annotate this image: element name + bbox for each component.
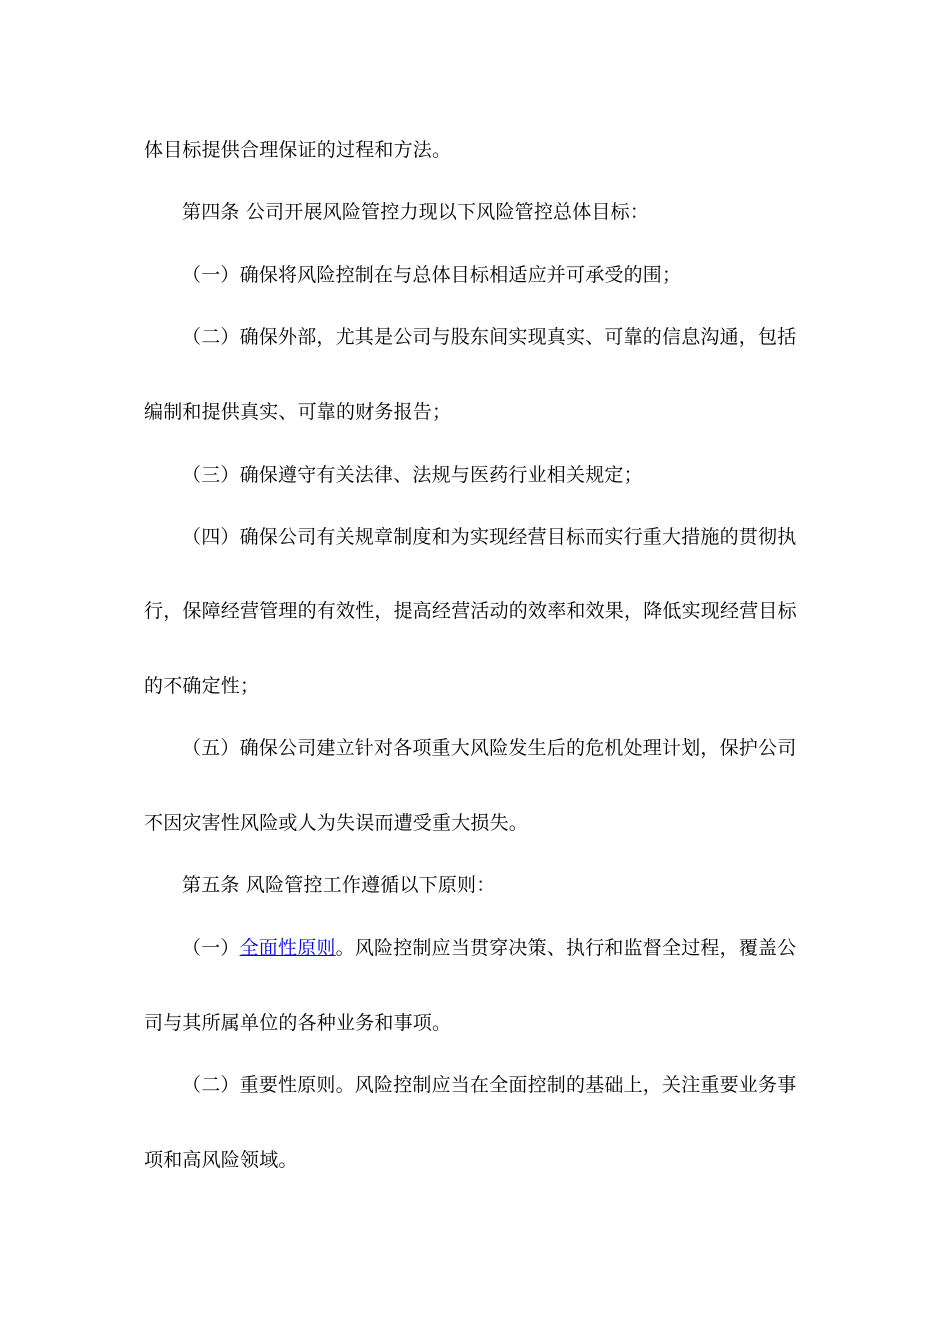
list-item: （二）重要性原则。风险控制应当在全面控制的基础上，关注重要业务事 xyxy=(182,1074,797,1096)
list-item: （三）确保遵守有关法律、法规与医药行业相关规定； xyxy=(182,464,643,486)
paragraph-line: 体目标提供合理保证的过程和方法。 xyxy=(144,139,452,161)
paragraph-line: 编制和提供真实、可靠的财务报告； xyxy=(144,401,452,423)
paragraph-line: 司与其所属单位的各种业务和事项。 xyxy=(144,1012,452,1034)
article-heading: 第四条 公司开展风险管控力现以下风险管控总体目标： xyxy=(182,201,650,223)
paragraph-line: 的不确定性； xyxy=(144,675,260,697)
list-item: （一）确保将风险控制在与总体目标相适应并可承受的围； xyxy=(182,264,682,286)
article-heading: 第五条 风险管控工作遵循以下原则： xyxy=(182,874,496,896)
paragraph-line: 行，保障经营管理的有效性，提高经营活动的效率和效果，降低实现经营目标 xyxy=(144,600,797,622)
list-item: （四）确保公司有关规章制度和为实现经营目标而实行重大措施的贯彻执 xyxy=(182,526,797,548)
list-item: （二）确保外部，尤其是公司与股东间实现真实、可靠的信息沟通，包括 xyxy=(182,326,797,348)
list-item-prefix: （一） xyxy=(182,937,240,959)
list-item-text: 。风险控制应当贯穿决策、执行和监督全过程，覆盖公 xyxy=(335,937,797,959)
paragraph-line: 不因灾害性风险或人为失误而遭受重大损失。 xyxy=(144,812,529,834)
list-item xyxy=(182,936,796,960)
paragraph-line: 项和高风险领域。 xyxy=(144,1149,298,1171)
comprehensiveness-principle-link[interactable]: 全面性原则 xyxy=(239,937,336,959)
list-item: （五）确保公司建立针对各项重大风险发生后的危机处理计划，保护公司 xyxy=(182,737,797,759)
